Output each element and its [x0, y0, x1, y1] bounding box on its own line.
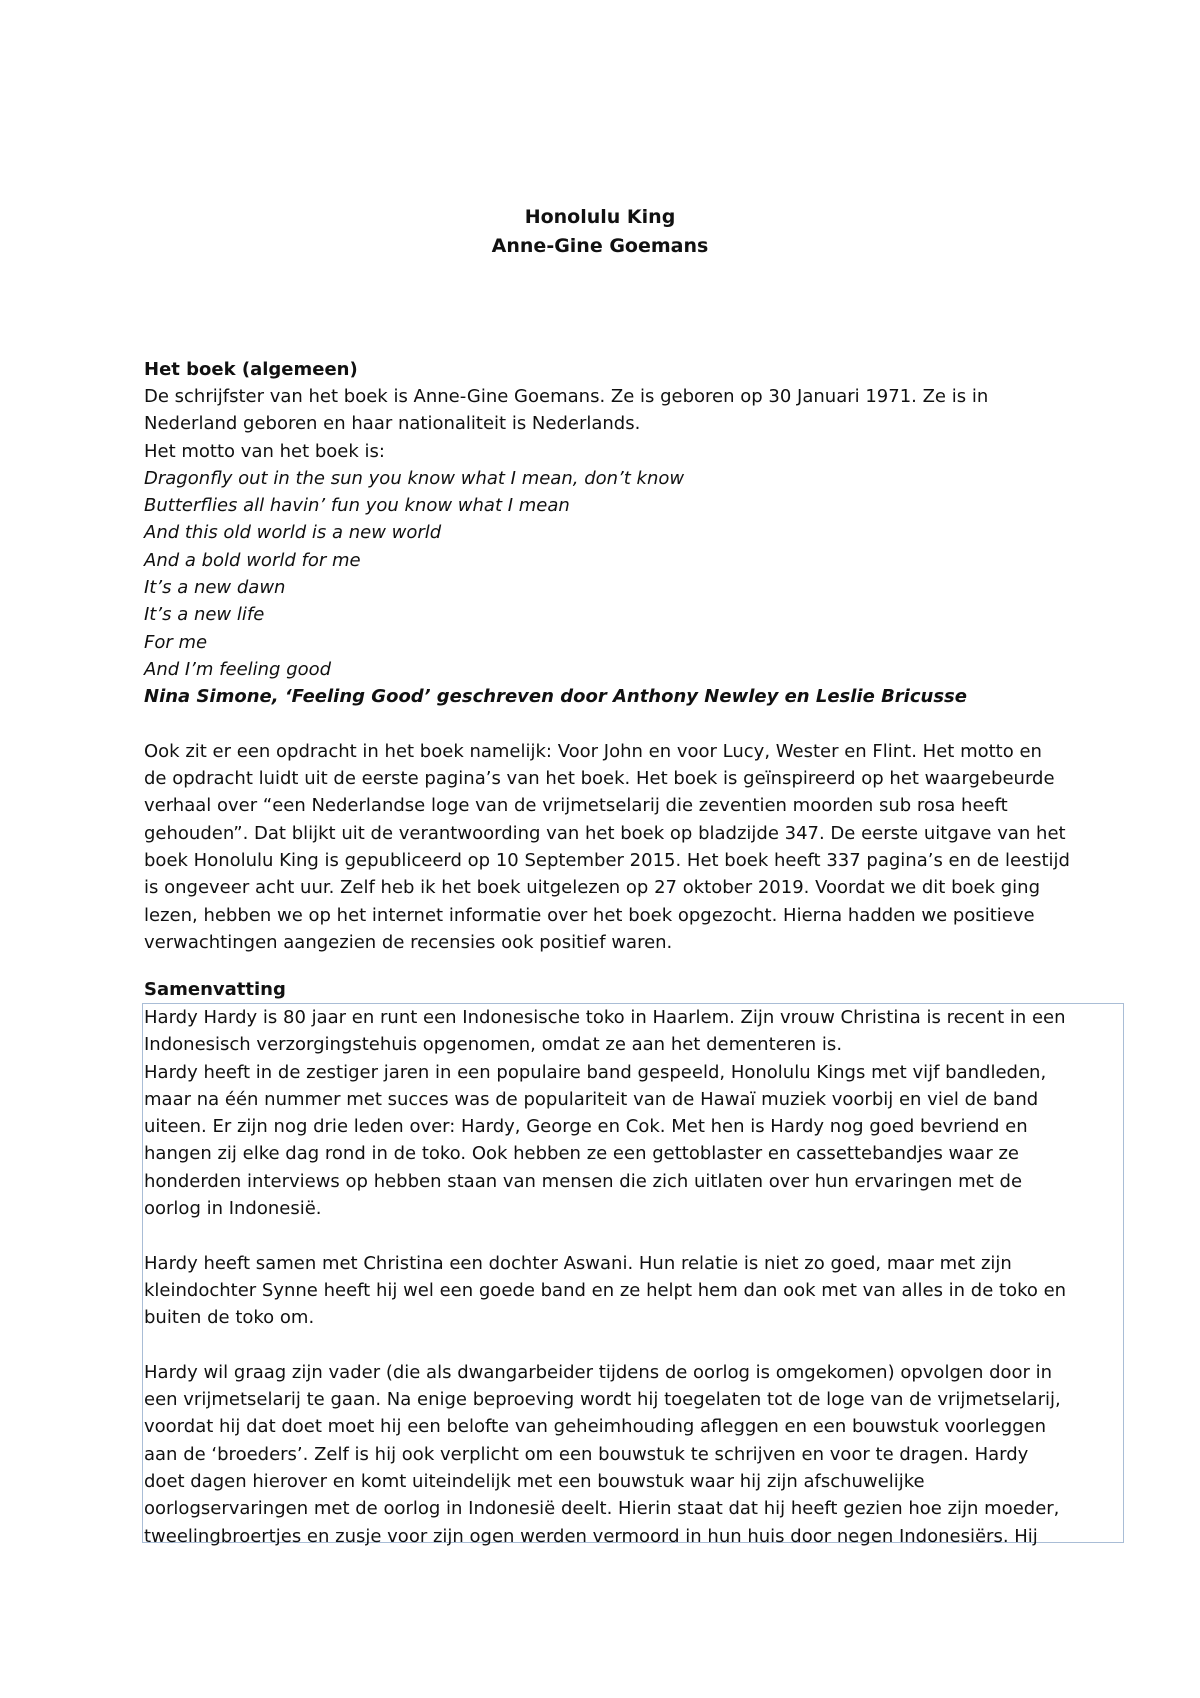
summary-line: aan de ‘broeders’. Zelf is hij ook verplicht om een bouwstuk te schrijven en voor te dragen. Hardy [144, 1443, 1029, 1465]
summary-line: oorlogservaringen met de oorlog in Indonesië deelt. Hierin staat dat hij heeft gezien hoe zijn moeder, [144, 1498, 1060, 1520]
summary-line: Hardy Hardy is 80 jaar en runt een Indonesische toko in Haarlem. Zijn vrouw Christina is recent in een [144, 1007, 1066, 1028]
paragraph-line: verwachtingen aangezien de recensies ook positief waren. [144, 931, 673, 953]
motto-line: And this old world is a new world [144, 522, 442, 544]
summary-line: honderden interviews op hebben staan van mensen die zich uitlaten over hun ervaringen met de [144, 1170, 1023, 1192]
intro-line: Het motto van het boek is: [144, 440, 385, 462]
paragraph-line: verhaal over “een Nederlandse loge van de vrijmetselarij die zeventien moorden sub rosa heeft [144, 795, 1008, 817]
motto-line: It’s a new dawn [144, 577, 286, 599]
summary-line: Hardy wil graag zijn vader (die als dwangarbeider tijdens de oorlog is omgekomen) opvolgen door in [144, 1361, 1053, 1383]
paragraph-gap [144, 711, 1084, 738]
summary-line: Hardy heeft in de zestiger jaren in een populaire band gespeeld, Honolulu Kings met vijf bandleden, [144, 1061, 1047, 1083]
summary-line: hangen zij elke dag rond in de toko. Ook hebben ze een gettoblaster en cassettebandjes waar ze [144, 1143, 1019, 1165]
motto-line: Dragonfly out in the sun you know what I mean, don’t know [144, 467, 685, 489]
motto-line: For me [144, 631, 208, 653]
intro-line: Nederland geboren en haar nationaliteit is Nederlands. [144, 413, 641, 435]
paragraph-line: lezen, hebben we op het internet informatie over het boek opgezocht. Hierna hadden we positieve [144, 904, 1035, 926]
summary-line: Indonesisch verzorgingstehuis opgenomen, omdat ze aan het dementeren is. [144, 1034, 843, 1056]
summary-body [144, 1004, 1084, 1550]
document-title: Honolulu King [524, 206, 676, 228]
summary-line: oorlog in Indonesië. [144, 1198, 322, 1220]
summary-line: uiteen. Er zijn nog drie leden over: Hardy, George en Cok. Met hen is Hardy nog goed bevriend en [144, 1116, 1028, 1138]
section-heading-general: Het boek (algemeen) [144, 359, 358, 380]
summary-line: doet dagen hierover en komt uiteindelijk met een bouwstuk waar hij zijn afschuwelijke [144, 1471, 925, 1493]
paragraph-line: boek Honolulu King is gepubliceerd op 10 September 2015. Het boek heeft 337 pagina’s en de leestijd [144, 850, 1070, 872]
summary-line: Hardy heeft samen met Christina een dochter Aswani. Hun relatie is niet zo goed, maar met zijn [144, 1252, 1012, 1274]
summary-line: een vrijmetselarij te gaan. Na enige beproeving wordt hij toegelaten tot de loge van de vrijmetselarij, [144, 1389, 1061, 1411]
paragraph-gap [144, 1332, 1084, 1359]
section-heading-summary: Samenvatting [144, 979, 286, 1000]
motto-line: And I’m feeling good [144, 658, 332, 680]
motto-credit: Nina Simone, ‘Feeling Good’ geschreven door Anthony Newley en Leslie Bricusse [144, 686, 967, 708]
paragraph-line: Ook zit er een opdracht in het boek namelijk: Voor John en voor Lucy, Wester en Flint. Het motto en [144, 740, 1042, 762]
summary-line: voordat hij dat doet moet hij een belofte van geheimhouding afleggen en een bouwstuk voorleggen [144, 1416, 1047, 1438]
paragraph-line: is ongeveer acht uur. Zelf heb ik het boek uitgelezen op 27 oktober 2019. Voordat we dit boek ging [144, 877, 1040, 899]
document-header [0, 203, 1200, 261]
paragraph-line: de opdracht luidt uit de eerste pagina’s van het boek. Het boek is geïnspireerd op het waargebeurde [144, 768, 1055, 790]
motto-line: It’s a new life [144, 604, 265, 626]
summary-line: maar na één nummer met succes was de populariteit van de Hawaï muziek voorbij en viel de band [144, 1088, 1039, 1110]
section-general-body [144, 383, 1084, 956]
motto-line: Butterflies all havin’ fun you know what I mean [144, 495, 570, 517]
summary-line: kleindochter Synne heeft hij wel een goede band en ze helpt hem dan ook met van alles in de toko en [144, 1279, 1067, 1301]
motto-line: And a bold world for me [144, 549, 361, 571]
summary-line: tweelingbroertjes en zusje voor zijn ogen werden vermoord in hun huis door negen Indonesiërs. Hij [144, 1525, 1038, 1547]
intro-line: De schrijfster van het boek is Anne-Gine Goemans. Ze is geboren op 30 Januari 1971. Ze is in [144, 386, 989, 407]
paragraph-line: gehouden”. Dat blijkt uit de verantwoording van het boek op bladzijde 347. De eerste uitgave van het [144, 822, 1066, 844]
summary-line: buiten de toko om. [144, 1307, 315, 1329]
document-author: Anne-Gine Goemans [491, 235, 709, 257]
paragraph-gap [144, 1222, 1084, 1249]
